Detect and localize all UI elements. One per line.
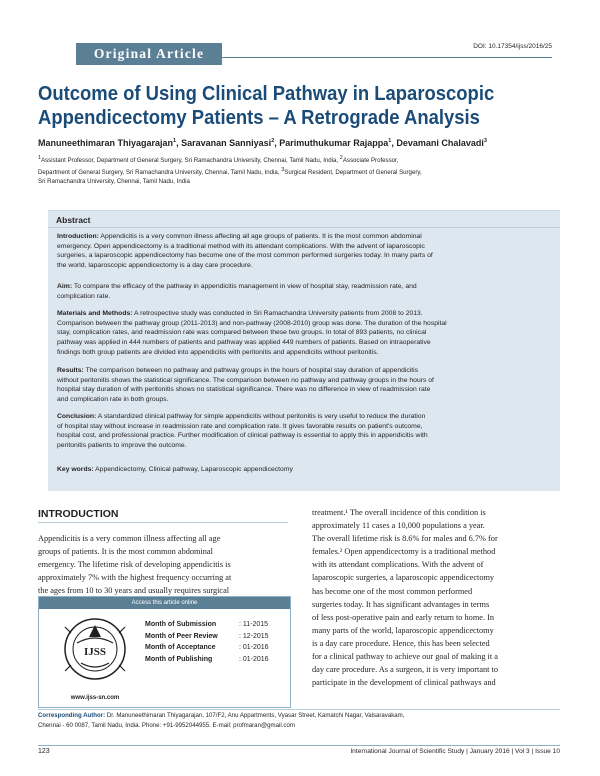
body-line: for a clinical pathway to achieve our goal of making it a xyxy=(312,652,498,662)
journal-logo-icon xyxy=(51,613,139,693)
abstract-text: emergency. Open appendicectomy is a traditional method with its attendant complications. With the advent of laparoscopic xyxy=(57,242,425,250)
article-type-badge: Original Article xyxy=(76,43,222,65)
abstract-text: Appendicitis is a very common illness affecting all age groups of patients. It is the most common abdominal xyxy=(98,233,422,240)
abstract-text: The comparison between no pathway and pathway groups in the hours of hospital stay duration of appendicitis xyxy=(83,367,419,374)
access-heading: Access this article online xyxy=(39,597,290,609)
body-line: participate in the development of clinical pathways and xyxy=(312,678,496,688)
body-line: has become one of the most common performed xyxy=(312,586,473,596)
author-list: Manuneethimaran Thiyagarajan$^1$, Saravanan Sanniyasi$^2$, Parimuthukumar Rajappa$^1$, Devamani Chalavadi$^3$ xyxy=(38,138,487,148)
journal-citation: International Journal of Scientific Study | January 2016 | Vol 3 | Issue 10 xyxy=(350,748,560,755)
keywords-text: Appendicectomy, Clinical pathway, Laparoscopic appendicectomy xyxy=(93,466,293,473)
author-sup: 1 xyxy=(173,138,177,144)
body-line: approximately 7% with the highest frequency occurring at xyxy=(38,573,232,583)
body-line: of less post-operative pain and early return to home. In xyxy=(312,612,495,622)
correspondence-label: Corresponding Author: xyxy=(38,712,106,719)
date-row xyxy=(145,631,269,643)
abstract-text: Comparison between the pathway group (2011-2013) and non-pathway (2008-2010) group was done. The duration of the hospital xyxy=(57,319,447,327)
date-label: Month of Submission xyxy=(145,621,217,628)
section-label: Introduction: xyxy=(57,233,99,240)
paper-title xyxy=(38,82,506,130)
body-column-left xyxy=(38,532,288,597)
abstract-text: the world, laparoscopic appendicectomy is a day care procedure. xyxy=(57,262,253,270)
body-line: emergency. The lifetime risk of developing appendicitis is xyxy=(38,560,231,570)
header-rule xyxy=(222,57,552,58)
author-sup: 2 xyxy=(271,138,275,144)
abstract-text: complication rate. xyxy=(57,292,111,300)
page-number: 123 xyxy=(38,748,50,755)
date-row xyxy=(145,642,269,654)
affiliation-line xyxy=(38,154,560,166)
body-line: The overall lifetime risk is 8.6% for males and 6.7% for xyxy=(312,534,498,544)
affiliation-line xyxy=(38,166,560,178)
section-label: Materials and Methods: xyxy=(57,310,133,317)
title-line: Outcome of Using Clinical Pathway in Laparoscopic xyxy=(38,82,495,105)
abstract-text: stay, complication rates, and readmission rate was compared between these two groups. In total of 893 patients, no clinical xyxy=(57,329,427,337)
access-online-box xyxy=(38,596,291,708)
body-line: the ages from 10 to 30 years and usually requires surgical xyxy=(38,586,230,596)
body-line: is a day care procedure. Hence, this has been selected xyxy=(312,638,490,648)
abstract-text: findings both group patients are divided into appendicitis with peritonitis and appendicitis without peritonitis. xyxy=(57,348,379,356)
affiliation-text: Surgical Resident, Department of General Surgery, xyxy=(284,168,422,176)
abstract-text: A retrospective study was conducted in Sri Ramachandra University patients from 2008 to 2013. xyxy=(132,310,423,317)
affiliation-text: Associate Professor, xyxy=(342,157,399,165)
footer-rule xyxy=(38,745,560,746)
abstract-results xyxy=(57,366,551,405)
author-name: Devamani Chalavadi xyxy=(396,138,484,148)
date-label: Month of Publishing xyxy=(145,655,213,663)
body-line: many parts of the world, laparoscopic appendicectomy xyxy=(312,625,494,635)
journal-url[interactable]: www.ijss-sn.com xyxy=(70,695,120,701)
body-line: laparoscopic surgeries, a laparoscopic appendicectomy xyxy=(312,573,495,583)
abstract-divider xyxy=(48,227,560,228)
affiliation-sup: 1 xyxy=(38,155,42,161)
author-sup: 1 xyxy=(388,138,392,144)
abstract-text: without peritonitis shows the statistical significance. The comparison between no pathway and pathway groups in the hours of xyxy=(57,376,434,384)
author-sup: 3 xyxy=(483,138,487,144)
abstract-methods xyxy=(57,309,551,358)
correspondence xyxy=(38,711,560,730)
body-line: with its attendant complications. With the advent of xyxy=(312,560,484,570)
correspondence-text: Chennai - 60 0087, Tamil Nadu, India. Phone: +91-9952044955. E-mail: profmaran@gmail.com xyxy=(38,721,295,729)
date-label: Month of Peer Review xyxy=(145,632,218,640)
date-value: : 01-2016 xyxy=(239,655,269,663)
date-label: Month of Acceptance xyxy=(145,644,216,651)
publication-dates xyxy=(145,619,269,665)
abstract-text: To compare the efficacy of the pathway in appendicitis management in view of hospital stay, readmission rate, and xyxy=(72,283,417,290)
introduction-heading: INTRODUCTION xyxy=(38,508,119,520)
abstract-box xyxy=(48,210,560,491)
correspondence-text: Dr. Manuneethimaran Thiyagarajan, 107/F2, Anu Appartments, Vyasar Street, Kamatchi Nagar, Valsaravakam, xyxy=(105,712,405,719)
affiliation-sup: 2 xyxy=(339,155,343,161)
body-line: surgeries today. It has significant advantages in terms xyxy=(312,599,490,609)
date-value: : 11-2015 xyxy=(239,621,269,628)
abstract-conclusion xyxy=(57,412,551,451)
date-row xyxy=(145,654,269,666)
abstract-introduction xyxy=(57,232,551,271)
title-line: Appendicectomy Patients – A Retrograde Analysis xyxy=(38,106,480,129)
section-label: Key words: xyxy=(57,466,94,473)
date-value: : 01-2016 xyxy=(239,644,269,651)
correspondence-rule xyxy=(38,709,560,710)
date-value: : 12-2015 xyxy=(239,632,269,640)
section-label: Aim: xyxy=(57,283,73,290)
abstract-keywords xyxy=(57,465,551,475)
abstract-text: and complication rate in both groups. xyxy=(57,396,169,404)
abstract-heading: Abstract xyxy=(56,215,91,225)
abstract-text: pathway was applied in 444 numbers of patients and pathway was applied 449 numbers of patients. Based on intraoperative xyxy=(57,339,431,347)
affiliation-sup: 3 xyxy=(281,166,285,173)
body-line: day care procedure. As a surgeon, it is very important to xyxy=(312,665,499,675)
author-name: Manuneethimaran Thiyagarajan xyxy=(38,138,174,148)
affiliation-text: Assistant Professor, Department of General Surgery, Sri Ramachandra University, Chennai, Tamil Nadu, India, xyxy=(41,157,340,165)
section-label: Conclusion: xyxy=(57,413,97,420)
body-line: treatment.¹ The overall incidence of this condition is xyxy=(312,508,486,517)
abstract-text: A standardized clinical pathway for simple appendicitis without peritonitis is very useful to reduce the duration xyxy=(96,413,426,420)
abstract-text: surgeries, a laparoscopic appendicectomy has become one of the most common performed surgeries today. In many parts of xyxy=(57,252,433,260)
abstract-text: hospital stay duration of with peritonitis shows no statistical significance. There was no difference in view of readmission rate xyxy=(57,386,431,394)
introduction-rule xyxy=(38,522,288,523)
abstract-text: of hospital stay without increase in readmission rate and complication rate. It gives favorable results on patient's outcome, xyxy=(57,422,423,430)
author-name: Saravanan Sanniyasi xyxy=(181,138,272,148)
doi: DOI: 10.17354/ijss/2016/25 xyxy=(473,43,552,50)
logo-text: IJSS xyxy=(83,646,107,658)
date-row xyxy=(145,619,269,631)
abstract-text: hospital cost, and professional practice. Further modification of clinical pathway is essential to apply this in appendicitis with xyxy=(57,432,428,440)
author-name: Parimuthukumar Rajappa xyxy=(279,138,389,148)
abstract-aim xyxy=(57,282,551,301)
affiliations xyxy=(38,154,560,187)
affiliation-line: Sri Ramachandra University, Chennai, Tamil Nadu, India xyxy=(38,178,190,186)
body-line: Appendicitis is a very common illness affecting all age xyxy=(38,534,221,543)
body-column-right xyxy=(312,506,562,689)
body-line: approximately 11 cases a 10,000 populations a year. xyxy=(312,521,485,531)
body-line: groups of patients. It is the most common abdominal xyxy=(38,547,213,557)
section-label: Results: xyxy=(57,367,84,374)
body-line: females.² Open appendicectomy is a traditional method xyxy=(312,547,496,557)
affiliation-text: Department of General Surgery, Sri Ramachandra University, Chennai, Tamil Nadu, India, xyxy=(38,168,282,176)
abstract-text: peritonitis patients to improve the outcome. xyxy=(57,442,187,450)
